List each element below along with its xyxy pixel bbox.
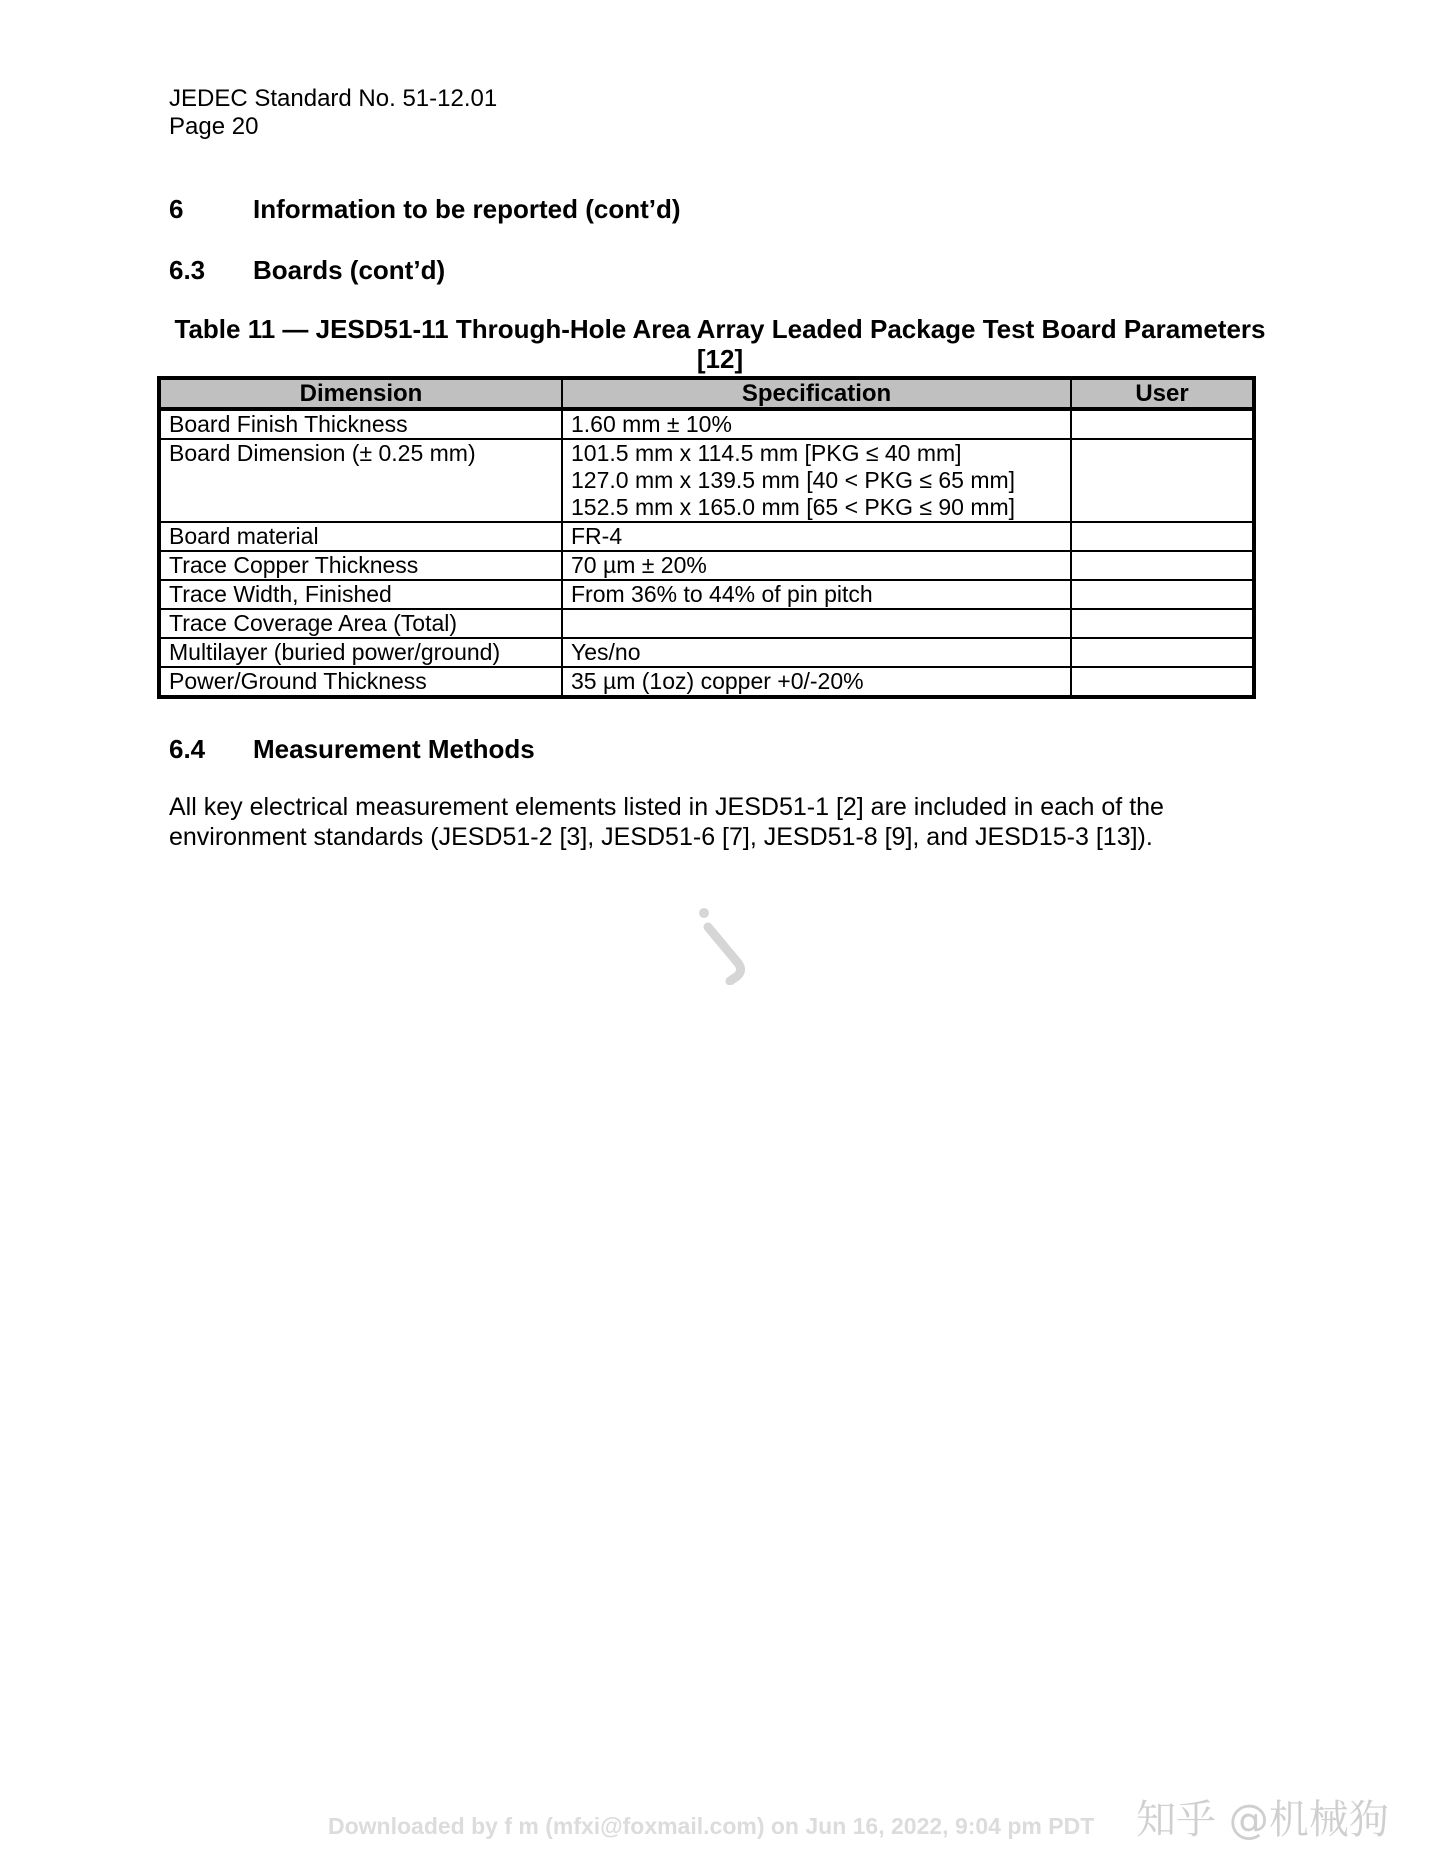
page-number: Page 20 <box>169 113 259 140</box>
faint-watermark-mark <box>690 905 760 985</box>
section-number: 6.4 <box>169 734 206 764</box>
column-header-specification: Specification <box>562 378 1071 409</box>
user-cell <box>1071 580 1254 609</box>
download-notice: Downloaded by f m (mfxi@foxmail.com) on Jun 16, 2022, 9:04 pm PDT <box>328 1813 1095 1839</box>
table-header-row <box>159 378 1254 409</box>
specification-cell <box>562 609 1071 638</box>
table-row <box>159 638 1254 667</box>
specification-cell: 1.60 mm ± 10% <box>562 409 1071 439</box>
measurement-methods-paragraph: All key electrical measurement elements listed in JESD51-1 [2] are included in each of the environment standards (JESD51-2 [3], JESD51-6 [7], JESD51-8 [9], and JESD15-3 [13]). <box>169 793 1164 851</box>
specification-cell <box>562 439 1071 522</box>
dimension-cell: Board material <box>159 522 562 551</box>
section-title: Boards (cont’d) <box>253 255 446 285</box>
user-cell <box>1071 522 1254 551</box>
table-row <box>159 551 1254 580</box>
user-cell <box>1071 409 1254 439</box>
dimension-cell: Trace Coverage Area (Total) <box>159 609 562 638</box>
table-row <box>159 409 1254 439</box>
specification-cell: 70 µm ± 20% <box>562 551 1071 580</box>
table-row <box>159 439 1254 522</box>
user-cell <box>1071 439 1254 522</box>
table-caption-reference: [12] <box>696 344 744 374</box>
document-standard-id: JEDEC Standard No. 51-12.01 <box>169 85 498 112</box>
dimension-cell: Multilayer (buried power/ground) <box>159 638 562 667</box>
table-row <box>159 609 1254 638</box>
dimension-cell: Trace Copper Thickness <box>159 551 562 580</box>
user-cell <box>1071 609 1254 638</box>
table-caption-line: Table 11 — JESD51-11 Through-Hole Area Array Leaded Package Test Board Parameters <box>174 314 1266 344</box>
specification-cell: Yes/no <box>562 638 1071 667</box>
section-number: 6.3 <box>169 255 206 285</box>
user-cell <box>1071 638 1254 667</box>
board-parameters-table <box>157 376 1256 699</box>
specification-cell: 35 µm (1oz) copper +0/-20% <box>562 667 1071 697</box>
column-header-dimension: Dimension <box>159 378 562 409</box>
table-row <box>159 580 1254 609</box>
column-header-user: User <box>1071 378 1254 409</box>
section-title: Measurement Methods <box>253 734 535 764</box>
table-row <box>159 667 1254 697</box>
dimension-cell: Trace Width, Finished <box>159 580 562 609</box>
section-title: Information to be reported (cont’d) <box>253 194 681 224</box>
dimension-cell: Power/Ground Thickness <box>159 667 562 697</box>
dimension-cell: Board Dimension (± 0.25 mm) <box>159 439 562 522</box>
specification-cell: FR-4 <box>562 522 1071 551</box>
table-caption <box>160 314 1280 374</box>
specification-line: 152.5 mm x 165.0 mm [65 < PKG ≤ 90 mm] <box>571 494 1016 520</box>
user-cell <box>1071 551 1254 580</box>
specification-line: 101.5 mm x 114.5 mm [PKG ≤ 40 mm] <box>571 440 962 466</box>
section-number: 6 <box>169 194 184 224</box>
specification-cell: From 36% to 44% of pin pitch <box>562 580 1071 609</box>
zhihu-watermark: 知乎 @机械狗 <box>1136 1797 1389 1843</box>
specification-line: 127.0 mm x 139.5 mm [40 < PKG ≤ 65 mm] <box>571 467 1016 493</box>
user-cell <box>1071 667 1254 697</box>
dimension-cell: Board Finish Thickness <box>159 409 562 439</box>
table-row <box>159 522 1254 551</box>
